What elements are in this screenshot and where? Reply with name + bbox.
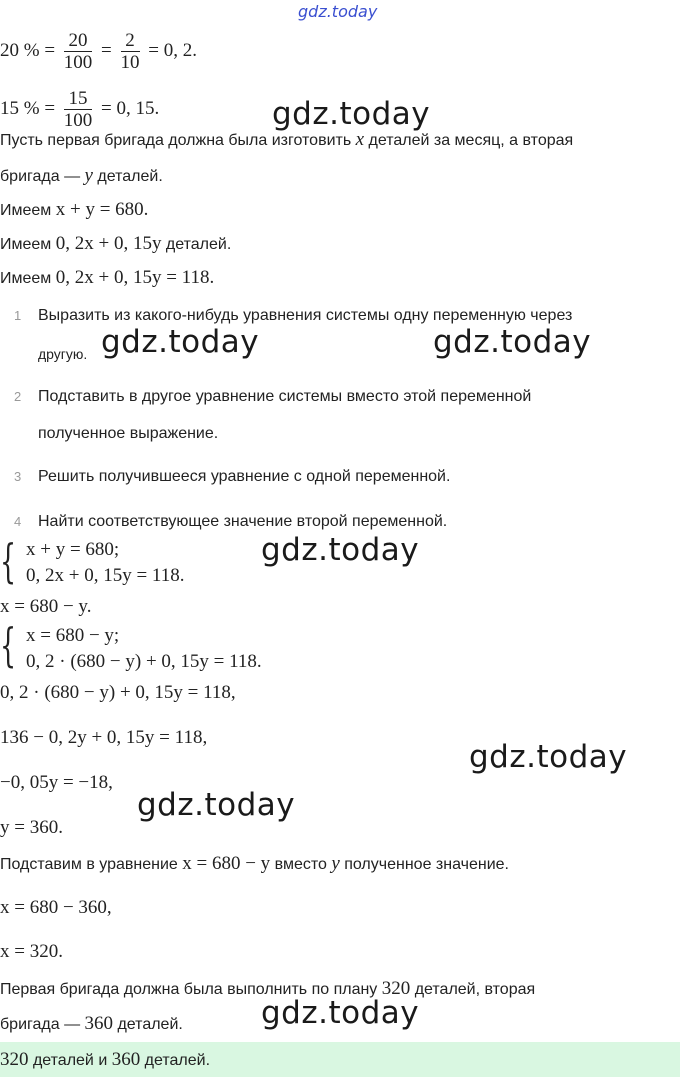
have-line-2	[0, 234, 231, 255]
step-number: 2	[14, 389, 22, 404]
have-label: Имеем	[0, 202, 56, 219]
intro-text: бригада —	[0, 168, 85, 185]
watermark: gdz.today	[261, 532, 420, 568]
have-equation: 0, 2x + 0, 15y = 118.	[55, 267, 215, 288]
step-text: Подставить в другое уравнение системы вместо этой переменной	[38, 388, 532, 405]
conclusion-number: 360	[84, 1013, 114, 1034]
step-2-cont: полученное выражение.	[38, 425, 219, 442]
watermark: gdz.today	[101, 324, 260, 360]
step-2	[14, 387, 531, 407]
watermark: gdz.today	[272, 96, 431, 132]
percent-20-line	[0, 30, 197, 73]
intro-text: деталей за месяц, а вторая	[364, 132, 574, 149]
substitute-equation: x = 680 − y	[182, 853, 271, 874]
intro-text: Пусть первая бригада должна была изготовить	[0, 132, 356, 149]
variable-y: y	[331, 853, 340, 874]
percent-20-rhs: = 0, 2.	[148, 39, 197, 61]
step-1	[14, 306, 572, 326]
step-number: 3	[14, 469, 22, 484]
express-x: x = 680 − y.	[0, 596, 92, 617]
answer-number: 360	[111, 1049, 141, 1070]
step-text: Найти соответствующее значение второй переменной.	[38, 513, 448, 530]
equals-sign: =	[101, 39, 112, 61]
fraction-numerator: 15	[64, 88, 93, 110]
solve-line-3: −0, 05y = −18,	[0, 772, 113, 793]
conclusion-text: деталей, вторая	[410, 981, 536, 998]
have-label: Имеем	[0, 236, 56, 253]
answer-text: деталей.	[140, 1052, 211, 1069]
substitute-text: Подставим в уравнение	[0, 856, 183, 873]
watermark: gdz.today	[261, 995, 420, 1031]
variable-y: y	[84, 165, 93, 186]
have-equation: x + y = 680.	[55, 199, 149, 220]
system-2-brace: {	[0, 618, 17, 672]
system-1-eq-1: x + y = 680;	[26, 539, 120, 560]
conclusion-text: Первая бригада должна была выполнить по плану	[0, 981, 382, 998]
system-2-eq-1: x = 680 − y;	[26, 625, 120, 646]
percent-15-rhs: = 0, 15.	[101, 97, 160, 119]
step-number: 1	[14, 308, 22, 323]
conclusion-text: деталей.	[113, 1016, 183, 1033]
solve-line-1: 0, 2 · (680 − y) + 0, 15y = 118,	[0, 682, 236, 703]
system-2-eq-2: 0, 2 · (680 − y) + 0, 15y = 118.	[26, 651, 262, 672]
fraction-2-10	[121, 30, 140, 73]
fraction-denominator: 100	[63, 110, 93, 131]
have-expression: 0, 2x + 0, 15y	[55, 233, 162, 254]
conclusion-line-2	[0, 1014, 183, 1035]
fraction-numerator: 20	[64, 30, 93, 52]
fraction-numerator: 2	[121, 30, 140, 52]
step-text: Выразить из какого-нибудь уравнения системы одну переменную через	[38, 307, 573, 324]
fraction-20-100	[64, 30, 93, 73]
have-line-1	[0, 200, 148, 221]
x-calc-line-1: x = 680 − 360,	[0, 897, 112, 918]
system-1-brace: {	[0, 534, 17, 588]
solve-line-4: y = 360.	[0, 817, 63, 838]
solve-line-2: 136 − 0, 2y + 0, 15y = 118,	[0, 727, 208, 748]
fraction-denominator: 100	[63, 52, 93, 73]
substitute-text: полученное значение.	[339, 856, 509, 873]
intro-text: деталей.	[92, 168, 163, 185]
watermark: gdz.today	[469, 739, 628, 775]
watermark: gdz.today	[137, 787, 296, 823]
intro-line-1	[0, 130, 573, 151]
answer-line	[0, 1050, 210, 1071]
x-calc-line-2: x = 320.	[0, 941, 63, 962]
header-watermark: gdz.today	[298, 2, 378, 21]
watermark: gdz.today	[433, 324, 592, 360]
variable-x: x	[355, 129, 365, 150]
have-line-3	[0, 268, 214, 289]
system-1-eq-2: 0, 2x + 0, 15y = 118.	[26, 565, 185, 586]
step-4	[14, 512, 447, 532]
conclusion-number: 320	[381, 978, 411, 999]
percent-15-line	[0, 88, 160, 131]
substitute-line	[0, 854, 509, 875]
conclusion-text: бригада —	[0, 1016, 85, 1033]
answer-text: деталей и	[28, 1052, 112, 1069]
percent-15-lhs: 15 % =	[0, 97, 56, 119]
step-3	[14, 467, 450, 487]
intro-line-2	[0, 166, 163, 187]
substitute-text: вместо	[270, 856, 332, 873]
have-tail: деталей.	[161, 236, 232, 253]
step-1-cont: другую.	[38, 346, 88, 362]
answer-number: 320	[0, 1049, 29, 1070]
step-number: 4	[14, 514, 22, 529]
have-label: Имеем	[0, 270, 56, 287]
fraction-denominator: 10	[120, 52, 140, 73]
step-text: Решить получившееся уравнение с одной переменной.	[38, 468, 451, 485]
percent-20-lhs: 20 % =	[0, 39, 56, 61]
fraction-15-100	[64, 88, 93, 131]
